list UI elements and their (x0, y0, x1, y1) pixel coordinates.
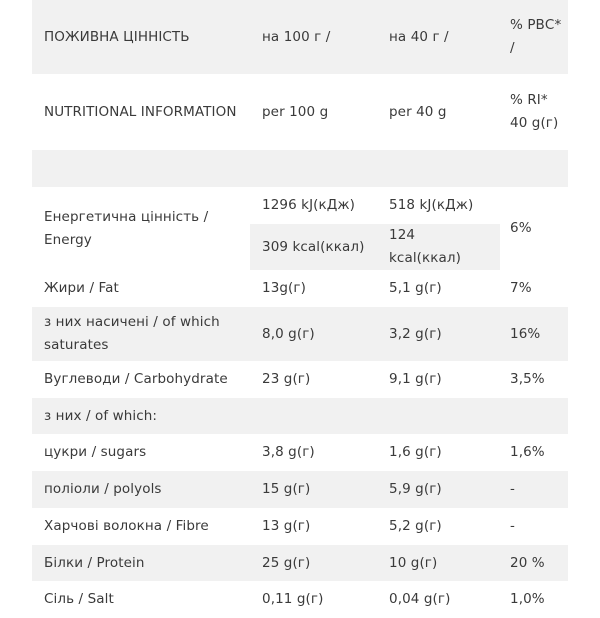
table-row (32, 361, 568, 398)
row-per40: 1,6 g(г) (377, 434, 500, 471)
row-per40: 3,2 g(г) (377, 307, 500, 361)
energy-kcal-40: 124 kcal(ккал) (377, 224, 500, 270)
row-pct: - (500, 508, 568, 545)
energy-pct: 6% (500, 187, 568, 270)
row-per100: 25 g(г) (250, 545, 377, 581)
row-pct: 1,6% (500, 434, 568, 471)
row-label: Вуглеводи / Carbohydrate (32, 361, 250, 398)
row-per100: 13 g(г) (250, 508, 377, 545)
table-row (32, 471, 568, 508)
header-per40-en: per 40 g (377, 74, 500, 150)
row-pct (500, 398, 568, 434)
row-label: Харчові волокна / Fibre (32, 508, 250, 545)
row-per40: 5,1 g(г) (377, 270, 500, 307)
row-pct: 20 % (500, 545, 568, 581)
header-per40-ua: на 40 г / (377, 0, 500, 74)
row-per100: 8,0 g(г) (250, 307, 377, 361)
table-row (32, 434, 568, 471)
header-row-en (32, 74, 568, 150)
row-pct: 3,5% (500, 361, 568, 398)
table-row (32, 270, 568, 307)
nutrition-table (32, 0, 568, 618)
row-per40 (377, 398, 500, 434)
energy-kj-40: 518 kJ(кДж) (377, 187, 500, 224)
row-per100 (250, 398, 377, 434)
row-label: з них / of which: (32, 398, 250, 434)
row-label: поліоли / polyols (32, 471, 250, 508)
table-row (32, 307, 568, 361)
header-label-ua: ПОЖИВНА ЦІННІСТЬ (32, 0, 250, 74)
header-pct-ua: % РВС* / (500, 0, 568, 74)
energy-kcal-100: 309 kcal(ккал) (250, 224, 377, 270)
row-per100: 15 g(г) (250, 471, 377, 508)
row-per100: 0,11 g(г) (250, 581, 377, 618)
row-pct: 16% (500, 307, 568, 361)
row-per100: 13g(г) (250, 270, 377, 307)
spacer-row (32, 150, 568, 187)
table-row (32, 398, 568, 434)
row-label: з них насичені / of which saturates (32, 307, 250, 361)
row-per100: 23 g(г) (250, 361, 377, 398)
table-row (32, 508, 568, 545)
row-per40: 9,1 g(г) (377, 361, 500, 398)
row-label: Жири / Fat (32, 270, 250, 307)
energy-kj-100: 1296 kJ(кДж) (250, 187, 377, 224)
row-per40: 0,04 g(г) (377, 581, 500, 618)
row-pct: - (500, 471, 568, 508)
row-label: цукри / sugars (32, 434, 250, 471)
energy-row-kj (32, 187, 568, 224)
header-label-en: NUTRITIONAL INFORMATION (32, 74, 250, 150)
header-per100-ua: на 100 г / (250, 0, 377, 74)
row-pct: 7% (500, 270, 568, 307)
row-label: Білки / Protein (32, 545, 250, 581)
header-row-ua (32, 0, 568, 74)
row-pct: 1,0% (500, 581, 568, 618)
row-per40: 5,2 g(г) (377, 508, 500, 545)
row-per100: 3,8 g(г) (250, 434, 377, 471)
row-label: Сіль / Salt (32, 581, 250, 618)
table-row (32, 545, 568, 581)
energy-label: Енергетична цінність / Energy (32, 187, 250, 270)
header-pct-en: % RI* 40 g(г) (500, 74, 568, 150)
row-per40: 5,9 g(г) (377, 471, 500, 508)
header-per100-en: per 100 g (250, 74, 377, 150)
row-per40: 10 g(г) (377, 545, 500, 581)
